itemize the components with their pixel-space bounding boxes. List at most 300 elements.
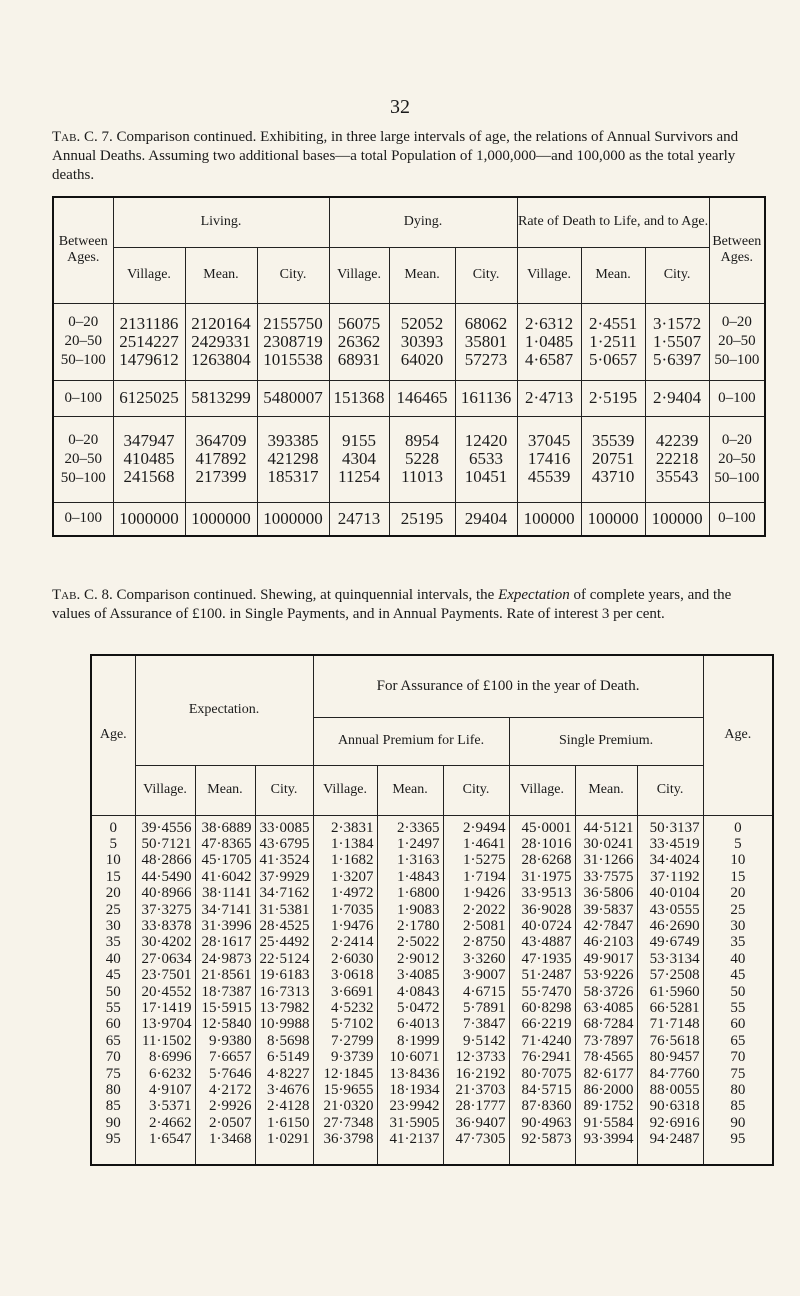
data-cell	[113, 303, 185, 380]
value: 13·7982	[259, 999, 310, 1016]
age-value: 70	[730, 1049, 746, 1066]
value: 1·6800	[397, 885, 440, 902]
value: 57·2508	[649, 967, 700, 984]
value: 1·3207	[331, 868, 374, 885]
value: 2·4128	[267, 1098, 310, 1115]
value: 421298	[267, 449, 319, 468]
age-cell	[53, 502, 113, 536]
value: 38·6889	[201, 819, 252, 836]
header-single-premium: Single Premium.	[509, 717, 703, 765]
value: 1·4843	[397, 868, 440, 885]
age-value: 25	[105, 901, 121, 918]
table2-caption-text: Comparison continued. Shewing, at quinquennial intervals, the	[116, 587, 499, 603]
value: 22·5124	[259, 950, 310, 967]
value: 2·9012	[397, 950, 440, 967]
value: 48·2866	[141, 852, 192, 869]
value: 4·6587	[524, 349, 574, 369]
value: 76·5618	[649, 1032, 700, 1049]
age-range: 0–100	[718, 510, 756, 527]
value: 2·3365	[397, 819, 440, 836]
value: 31·1975	[521, 868, 572, 885]
value: 1·4641	[463, 835, 506, 852]
age-value: 65	[105, 1032, 121, 1049]
data-cell	[329, 303, 389, 380]
header-city: City.	[443, 765, 509, 815]
page-number: 32	[390, 96, 410, 118]
value: 1263804	[191, 349, 251, 369]
age-value: 60	[730, 1016, 746, 1033]
value: 11·1502	[142, 1032, 192, 1049]
value: 161136	[460, 388, 512, 407]
age-range: 20–50	[718, 450, 756, 467]
value: 92·6916	[649, 1114, 700, 1131]
value: 36·3798	[323, 1131, 374, 1148]
age-range: 50–100	[714, 352, 760, 368]
value: 40·8966	[141, 885, 192, 902]
value: 2·3831	[331, 819, 374, 836]
value: 5·7891	[463, 999, 506, 1016]
value: 49·9017	[583, 950, 634, 967]
value: 1·4972	[331, 885, 374, 902]
value: 25195	[400, 508, 444, 528]
value: 49·6749	[649, 934, 700, 951]
age-cell-right	[709, 502, 765, 536]
header-living: Living.	[113, 197, 329, 247]
value: 9155	[342, 431, 377, 450]
age-cell	[53, 380, 113, 416]
value: 5·6397	[652, 349, 702, 369]
value: 4·0843	[397, 983, 440, 1000]
data-cell	[389, 380, 455, 416]
data-column	[637, 815, 703, 1165]
value: 36·9028	[521, 901, 572, 918]
value: 87·8360	[521, 1098, 572, 1115]
value: 33·7575	[583, 868, 634, 885]
table-row	[53, 502, 765, 536]
value: 1·3163	[397, 852, 440, 869]
header-village: Village.	[313, 765, 377, 815]
value: 91·5584	[583, 1114, 634, 1131]
value: 37·3275	[141, 901, 192, 918]
value: 39·5837	[583, 901, 634, 918]
data-cell	[257, 303, 329, 380]
data-cell	[645, 380, 709, 416]
header-mean: Mean.	[195, 765, 255, 815]
value: 3·4676	[267, 1082, 310, 1098]
age-column-right	[703, 815, 773, 1165]
age-value: 75	[105, 1065, 121, 1082]
value: 27·0634	[141, 950, 192, 967]
value: 33·4519	[649, 835, 700, 852]
value: 2·4662	[149, 1114, 192, 1131]
value: 1·2497	[397, 835, 440, 852]
data-cell	[645, 303, 709, 380]
value: 36·5806	[583, 885, 634, 902]
value: 35539	[591, 431, 635, 450]
value: 30·0241	[583, 835, 634, 852]
value: 31·3996	[201, 917, 252, 934]
value: 6533	[469, 449, 504, 468]
header-between-ages: Between Ages.	[53, 197, 113, 303]
header-village: Village.	[113, 247, 185, 303]
value: 1·9476	[331, 917, 374, 934]
age-value: 45	[105, 967, 121, 984]
value: 28·1777	[455, 1098, 506, 1115]
value: 10451	[464, 467, 508, 486]
value: 37045	[527, 431, 571, 450]
value: 52052	[400, 313, 444, 333]
value: 18·7387	[201, 983, 252, 1000]
age-value: 35	[730, 934, 746, 951]
value: 93·3994	[583, 1131, 634, 1148]
value: 44·5121	[583, 819, 634, 836]
value: 42·7847	[583, 917, 634, 934]
value: 68931	[337, 349, 381, 369]
value: 4·6715	[463, 983, 506, 1000]
data-column	[509, 815, 575, 1165]
value: 40·0104	[649, 885, 700, 902]
value: 37·1192	[650, 868, 700, 885]
value: 78·4565	[583, 1049, 634, 1066]
value: 4·9107	[149, 1082, 192, 1098]
value: 12420	[464, 431, 508, 450]
header-age-right: Age.	[703, 655, 773, 815]
value: 1·2511	[589, 331, 637, 351]
age-value: 40	[105, 950, 121, 967]
age-column	[91, 815, 135, 1165]
age-range: 50–100	[60, 469, 106, 486]
value: 2·9926	[209, 1098, 252, 1115]
value: 20·4552	[141, 983, 192, 1000]
value: 1·3468	[209, 1131, 252, 1148]
age-range: 0–20	[68, 314, 99, 330]
value: 43·0555	[649, 901, 700, 918]
value: 34·4024	[649, 852, 700, 869]
data-cell	[581, 303, 645, 380]
value: 11254	[338, 467, 380, 486]
value: 45·1705	[201, 852, 252, 869]
value: 100000	[651, 508, 703, 528]
value: 2·5022	[397, 934, 440, 951]
value: 57273	[464, 349, 508, 369]
value: 43710	[591, 467, 635, 486]
header-assurance: For Assurance of £100 in the year of Death.	[313, 655, 703, 717]
value: 2·6312	[524, 313, 574, 333]
value: 15·9655	[323, 1082, 374, 1098]
value: 37·9929	[259, 868, 310, 885]
value: 76·2941	[521, 1049, 572, 1066]
value: 5480007	[263, 388, 323, 407]
value: 9·9380	[209, 1032, 252, 1049]
table2-label: Tab. C. 8.	[52, 587, 113, 603]
age-value: 95	[105, 1131, 121, 1148]
value: 36·9407	[455, 1114, 506, 1131]
value: 151368	[333, 388, 385, 407]
data-cell	[581, 502, 645, 536]
age-value: 0	[109, 819, 117, 836]
age-range: 20–50	[718, 333, 756, 349]
value: 31·5905	[389, 1114, 440, 1131]
value: 90·4963	[521, 1114, 572, 1131]
header-city: City.	[455, 247, 517, 303]
value: 28·1016	[521, 835, 572, 852]
value: 2·5081	[463, 917, 506, 934]
value: 12·3733	[455, 1049, 506, 1066]
value: 73·7897	[583, 1032, 634, 1049]
value: 44·5490	[141, 868, 192, 885]
age-value: 35	[105, 934, 121, 951]
value: 1·6150	[267, 1114, 310, 1131]
age-value: 55	[730, 999, 746, 1016]
header-mean: Mean.	[389, 247, 455, 303]
data-cell	[389, 502, 455, 536]
value: 46·2103	[583, 934, 634, 951]
value: 80·7075	[521, 1065, 572, 1082]
value: 5·7102	[331, 1016, 374, 1033]
header-mean: Mean.	[581, 247, 645, 303]
age-value: 15	[105, 868, 121, 885]
value: 21·0320	[323, 1098, 374, 1115]
age-value: 40	[730, 950, 746, 967]
value: 31·1266	[583, 852, 634, 869]
value: 27·7348	[323, 1114, 374, 1131]
data-column	[575, 815, 637, 1165]
value: 2·0507	[209, 1114, 252, 1131]
table-row	[53, 303, 765, 380]
value: 29404	[464, 508, 508, 528]
header-city: City.	[645, 247, 709, 303]
value: 146465	[396, 388, 448, 407]
value: 2·9404	[652, 388, 702, 407]
data-cell	[185, 416, 257, 502]
table1-caption	[52, 128, 762, 185]
value: 1·0485	[524, 331, 574, 351]
value: 2·2414	[331, 934, 374, 951]
value: 1·7194	[463, 868, 506, 885]
age-value: 20	[730, 885, 746, 902]
table-row	[53, 380, 765, 416]
data-cell	[455, 380, 517, 416]
age-range: 0–100	[64, 510, 102, 527]
age-value: 75	[730, 1065, 746, 1082]
data-column	[135, 815, 195, 1165]
value: 1·5507	[652, 331, 702, 351]
age-value: 45	[730, 967, 746, 984]
value: 2·4551	[588, 313, 638, 333]
value: 2120164	[191, 313, 251, 333]
value: 217399	[195, 467, 247, 486]
value: 24·9873	[201, 950, 252, 967]
value: 4304	[342, 449, 377, 468]
value: 1·6547	[149, 1131, 192, 1148]
value: 2429331	[191, 331, 251, 351]
value: 47·7305	[455, 1131, 506, 1148]
age-range: 0–100	[718, 389, 756, 406]
value: 8·5698	[267, 1032, 310, 1049]
age-value: 15	[730, 868, 746, 885]
value: 2514227	[119, 331, 179, 351]
value: 2·4713	[524, 388, 574, 407]
value: 56075	[337, 313, 381, 333]
value: 66·2219	[521, 1016, 572, 1033]
data-cell	[329, 502, 389, 536]
header-village: Village.	[517, 247, 581, 303]
data-cell	[185, 380, 257, 416]
table-death-rates	[52, 196, 766, 537]
value: 47·8365	[201, 835, 252, 852]
value: 39·4556	[141, 819, 192, 836]
value: 34·7141	[201, 901, 252, 918]
value: 8·6996	[149, 1049, 192, 1066]
value: 92·5873	[521, 1131, 572, 1148]
value: 84·7760	[649, 1065, 700, 1082]
data-cell	[113, 416, 185, 502]
value: 11013	[401, 467, 443, 486]
age-value: 30	[105, 917, 121, 934]
value: 16·7313	[259, 983, 310, 1000]
value: 45539	[527, 467, 571, 486]
value: 71·4240	[521, 1032, 572, 1049]
value: 43·4887	[521, 934, 572, 951]
value: 3·6691	[331, 983, 374, 1000]
value: 16·2192	[455, 1065, 506, 1082]
value: 410485	[123, 449, 175, 468]
age-value: 80	[730, 1082, 746, 1098]
header-rate: Rate of Death to Life, and to Age.	[517, 197, 709, 247]
value: 23·7501	[141, 967, 192, 984]
value: 50·7121	[141, 835, 192, 852]
value: 94·2487	[649, 1131, 700, 1148]
header-dying: Dying.	[329, 197, 517, 247]
data-cell	[517, 303, 581, 380]
value: 15·5915	[201, 999, 252, 1016]
value: 5·7646	[209, 1065, 252, 1082]
data-cell	[389, 303, 455, 380]
value: 1·1384	[331, 835, 374, 852]
value: 6125025	[119, 388, 179, 407]
header-mean: Mean.	[185, 247, 257, 303]
table1-caption-text: Comparison continued. Exhibiting, in three large intervals of age, the relations of Annual Survivors and Annual Deaths. Assuming two additional bases—a total Population of 1,000,000—and 100,000 as the total yearly deaths.	[52, 129, 739, 183]
value: 86·2000	[583, 1082, 634, 1098]
age-value: 65	[730, 1032, 746, 1049]
value: 63·4085	[583, 999, 634, 1016]
age-range: 20–50	[64, 333, 102, 349]
table-expectation-assurance	[90, 654, 774, 1166]
value: 46·2690	[649, 917, 700, 934]
age-value: 5	[109, 835, 117, 852]
age-range: 0–100	[64, 389, 102, 406]
age-value: 10	[730, 852, 746, 869]
data-cell	[581, 416, 645, 502]
table-row	[91, 815, 773, 1165]
value: 35801	[464, 331, 508, 351]
value: 13·8436	[389, 1065, 440, 1082]
age-value: 30	[730, 917, 746, 934]
header-city: City.	[637, 765, 703, 815]
table1-label: Tab. C. 7.	[52, 129, 113, 145]
value: 6·5149	[267, 1049, 310, 1066]
age-value: 50	[105, 983, 121, 1000]
value: 6·4013	[397, 1016, 440, 1033]
value: 3·3260	[463, 950, 506, 967]
value: 40·0724	[521, 917, 572, 934]
value: 1000000	[263, 508, 323, 528]
value: 35543	[655, 467, 699, 486]
header-city: City.	[257, 247, 329, 303]
header-age: Age.	[91, 655, 135, 815]
header-village: Village.	[509, 765, 575, 815]
value: 9·3739	[331, 1049, 374, 1066]
value: 41·2137	[389, 1131, 440, 1148]
table2-caption-italic: Expectation	[498, 587, 570, 603]
data-cell	[581, 380, 645, 416]
value: 88·0055	[649, 1082, 700, 1098]
value: 2·9494	[463, 819, 506, 836]
data-column	[443, 815, 509, 1165]
value: 1·0291	[267, 1131, 310, 1148]
data-cell	[329, 416, 389, 502]
data-cell	[455, 416, 517, 502]
value: 68062	[464, 313, 508, 333]
value: 38·1141	[202, 885, 252, 902]
value: 28·6268	[521, 852, 572, 869]
value: 17·1419	[141, 999, 192, 1016]
value: 28·4525	[259, 917, 310, 934]
value: 82·6177	[583, 1065, 634, 1082]
data-cell	[257, 502, 329, 536]
value: 2·1780	[397, 917, 440, 934]
value: 8954	[405, 431, 440, 450]
value: 3·4085	[397, 967, 440, 984]
value: 2·2022	[463, 901, 506, 918]
value: 4·2172	[209, 1082, 252, 1098]
value: 66·5281	[649, 999, 700, 1016]
value: 8·1999	[397, 1032, 440, 1049]
value: 5·0472	[397, 999, 440, 1016]
value: 30393	[400, 331, 444, 351]
value: 1·1682	[331, 852, 374, 869]
value: 7·2799	[331, 1032, 374, 1049]
data-cell	[257, 416, 329, 502]
age-value: 70	[105, 1049, 121, 1066]
header-village: Village.	[135, 765, 195, 815]
age-value: 90	[730, 1114, 746, 1131]
value: 64020	[400, 349, 444, 369]
header-village: Village.	[329, 247, 389, 303]
value: 68·7284	[583, 1016, 634, 1033]
value: 71·7148	[649, 1016, 700, 1033]
value: 33·8378	[141, 917, 192, 934]
value: 100000	[523, 508, 575, 528]
value: 30·4202	[141, 934, 192, 951]
value: 2131186	[119, 313, 179, 333]
value: 1000000	[119, 508, 179, 528]
data-cell	[185, 502, 257, 536]
value: 50·3137	[649, 819, 700, 836]
age-cell-right	[709, 380, 765, 416]
value: 45·0001	[521, 819, 572, 836]
age-value: 10	[105, 852, 121, 869]
age-range: 20–50	[64, 450, 102, 467]
value: 7·3847	[463, 1016, 506, 1033]
age-value: 85	[730, 1098, 746, 1115]
value: 2308719	[263, 331, 323, 351]
value: 28·1617	[201, 934, 252, 951]
value: 21·3703	[455, 1082, 506, 1098]
age-cell-right	[709, 416, 765, 502]
value: 10·9988	[259, 1016, 310, 1033]
value: 364709	[195, 431, 247, 450]
